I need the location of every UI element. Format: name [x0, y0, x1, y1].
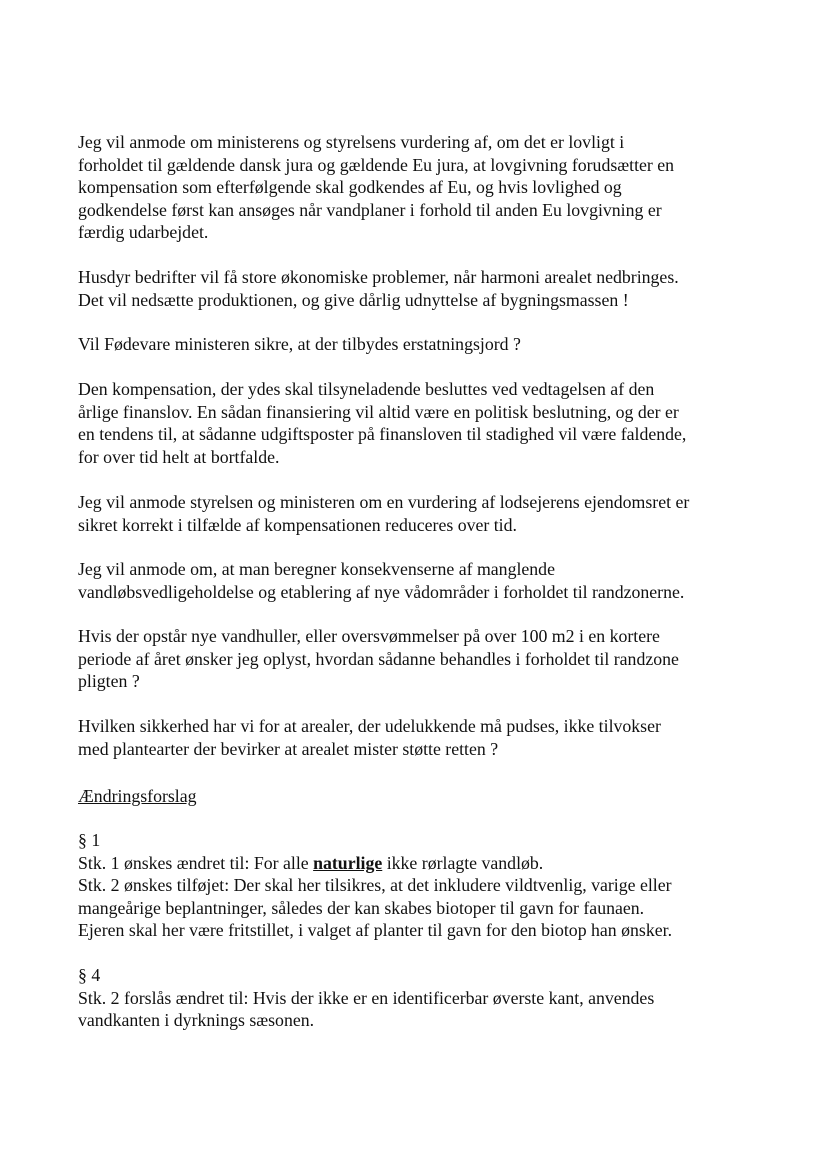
heading-amendments: Ændringsforslag [78, 786, 197, 806]
stk1-text-after: ikke rørlagte vandløb. [382, 852, 544, 873]
section-1-stk1 [78, 852, 672, 875]
section-1-title: § 1 [78, 830, 101, 850]
section-1-stk2-line: mangeårige beplantninger, således der kan skabes biotoper til gavn for faunaen. [78, 897, 645, 918]
text-line: årlige finanslov. En sådan finansiering vil altid være en politisk beslutning, og der er [78, 401, 679, 422]
text-line: kompensation som efterfølgende skal godkendes af Eu, og hvis lovlighed og [78, 177, 622, 198]
text-line: periode af året ønsker jeg oplyst, hvordan sådanne behandles i forholdet til randzone [78, 648, 679, 669]
section-1 [78, 829, 672, 942]
text-line: Den kompensation, der ydes skal tilsyneladende besluttes ved vedtagelsen af den [78, 379, 655, 399]
text-line: vandløbsvedligeholdelse og etablering af nye vådområder i forholdet til randzonerne. [78, 581, 685, 602]
text-line: Vil Fødevare ministeren sikre, at der tilbydes erstatningsjord ? [78, 334, 521, 354]
text-line: Jeg vil anmode om ministerens og styrelsens vurdering af, om det er lovligt i [78, 132, 625, 152]
section-4-title: § 4 [78, 965, 101, 985]
paragraph-compensation-finance [78, 378, 686, 468]
section-4-line: vandkanten i dyrknings sæsonen. [78, 1010, 315, 1031]
text-line: sikret korrekt i tilfælde af kompensationen reduceres over tid. [78, 514, 517, 535]
text-line: godkendelse først kan ansøges når vandplaner i forhold til anden Eu lovgivning er [78, 199, 662, 220]
paragraph-livestock-problems [78, 266, 679, 311]
text-line: med plantearter der bevirker at arealet mister støtte retten ? [78, 738, 499, 759]
section-4-line: Stk. 2 forslås ændret til: Hvis der ikke er en identificerbar øverste kant, anvendes [78, 987, 655, 1008]
paragraph-waterholes [78, 625, 679, 693]
text-line: Husdyr bedrifter vil få store økonomiske problemer, når harmoni arealet nedbringes. [78, 267, 679, 287]
paragraph-consequences [78, 558, 684, 603]
text-line: færdig udarbejdet. [78, 222, 209, 243]
section-4 [78, 964, 654, 1032]
paragraph-property-rights [78, 491, 689, 536]
stk1-emphasis: naturlige [313, 852, 383, 873]
text-line: forholdet til gældende dansk jura og gældende Eu jura, at lovgivning forudsætter en [78, 154, 675, 175]
text-line: Hvis der opstår nye vandhuller, eller oversvømmelser på over 100 m2 i en kortere [78, 626, 660, 646]
paragraph-legality-question [78, 131, 674, 244]
section-1-stk2-line: Stk. 2 ønskes tilføjet: Der skal her tilsikres, at det inkludere vildtvenlig, varige eller [78, 875, 672, 896]
text-line: pligten ? [78, 671, 140, 692]
text-line: Jeg vil anmode styrelsen og ministeren om en vurdering af lodsejerens ejendomsret er [78, 492, 690, 512]
text-line: Det vil nedsætte produktionen, og give dårlig udnyttelse af bygningsmassen ! [78, 289, 629, 310]
text-line: Hvilken sikkerhed har vi for at arealer, der udelukkende må pudses, ikke tilvokser [78, 716, 661, 736]
text-line: en tendens til, at sådanne udgiftsposter på finansloven til stadighed vil være faldende, [78, 424, 687, 445]
stk1-text-before: Stk. 1 ønskes ændret til: For alle [78, 852, 314, 873]
section-1-stk2-line: Ejeren skal her være fritstillet, i valget af planter til gavn for den biotop han ønsker. [78, 920, 673, 941]
paragraph-replacement-land [78, 333, 521, 356]
section-heading [78, 785, 197, 808]
text-line: Jeg vil anmode om, at man beregner konsekvenserne af manglende [78, 559, 555, 579]
paragraph-safety-areas [78, 715, 661, 760]
text-line: for over tid helt at bortfalde. [78, 446, 280, 467]
